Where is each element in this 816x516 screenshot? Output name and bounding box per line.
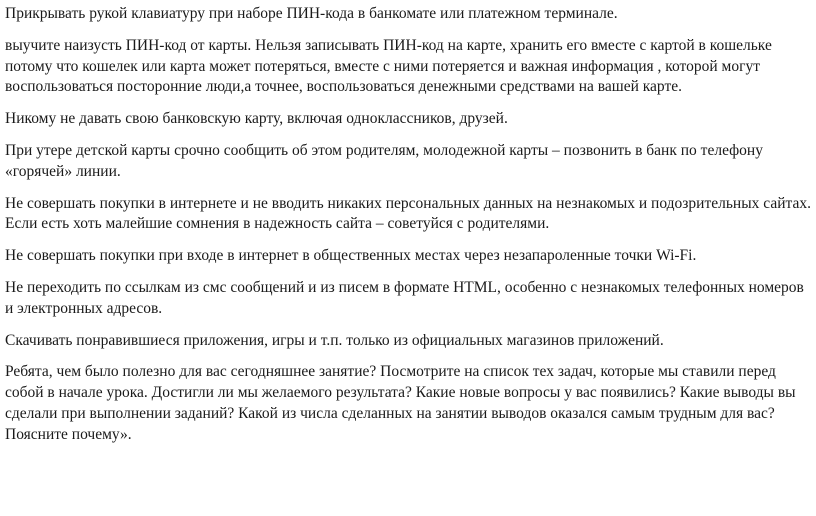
paragraph-do-not-share-card: Никому не давать свою банковскую карту, включая одноклассников, друзей. (5, 110, 508, 128)
paragraph-lost-card: При утере детской карты срочно сообщить об этом родителям, молодежной карты – позвонить в банк по телефону «горячей» линии. (5, 141, 763, 180)
paragraph-official-stores: Скачивать понравившиеся приложения, игры и т.п. только из официальных магазинов приложений. (5, 331, 664, 349)
paragraph-suspicious-sites: Не совершать покупки в интернете и не вводить никаких персональных данных на незнакомых и подозрительных сайтах. Если есть хоть малейшие сомнения в надежность сайта – советуйся с родителями. (5, 194, 811, 233)
paragraph-cover-keypad: Прикрывать рукой клавиатуру при наборе ПИН-кода в банкомате или платежном терминале. (5, 5, 618, 22)
paragraph-memorize-pin: выучите наизусть ПИН-код от карты. Нельзя записывать ПИН-код на карте, хранить его вместе с картой в кошельке потому что кошелек или карта может потеряться, вместе с ними потеряется и важная информация , которой могут воспользоваться посторонние люди,а точнее, воспользоваться денежными средствами на вашей карте. (5, 36, 772, 96)
paragraph-public-wifi: Не совершать покупки при входе в интернет в общественных местах через незапароленные точки Wi-Fi. (5, 247, 697, 265)
paragraph-lesson-reflection: Ребята, чем было полезно для вас сегодняшнее занятие? Посмотрите на список тех задач, которые мы ставили перед собой в начале урока. Достигли ли мы желаемого результата? Какие новые вопросы у вас появились? Какие выводы вы сделали при выполнении заданий? Какой из числа сделанных на занятии выводов оказался самым трудным для вас? Поясните почему». (5, 363, 796, 443)
document-body (5, 4, 811, 457)
paragraph-sms-links: Не переходить по ссылкам из смс сообщений и из писем в формате HTML, особенно с незнакомых телефонных номеров и электронных адресов. (5, 278, 804, 317)
